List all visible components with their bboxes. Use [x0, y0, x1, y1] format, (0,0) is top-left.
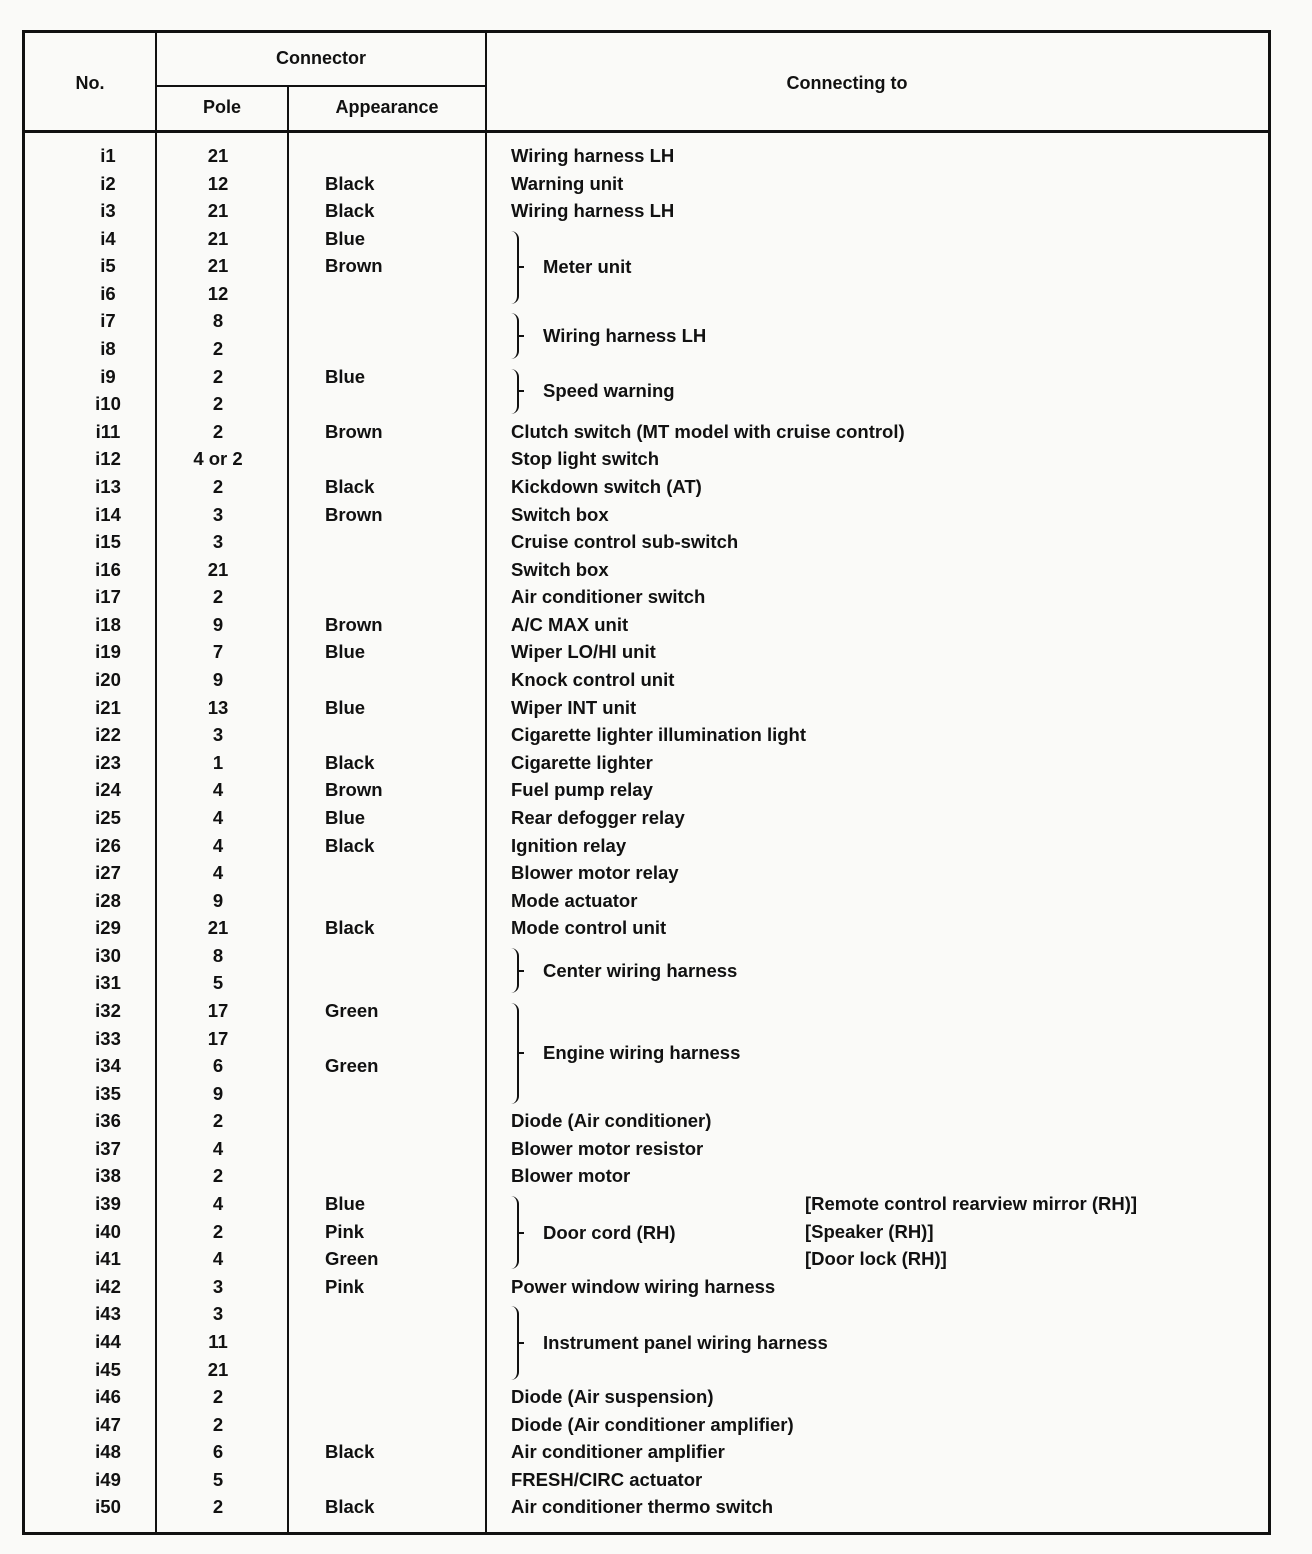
row-no: i41 — [95, 1248, 121, 1270]
row-appearance: Blue — [325, 696, 366, 718]
row-pole: 8 — [212, 944, 224, 966]
row-no: i10 — [95, 393, 121, 415]
row-pole: 2 — [212, 393, 224, 415]
row-pole: 3 — [212, 1303, 224, 1325]
row-pole: 2 — [212, 365, 224, 387]
group-label: Wiring harness LH — [543, 325, 707, 347]
divider-appearance-connecting — [485, 33, 487, 1533]
row-pole: 21 — [207, 145, 229, 166]
row-no: i6 — [100, 282, 116, 304]
row-appearance: Brown — [325, 255, 383, 277]
row-no: i44 — [95, 1330, 121, 1352]
row-connecting-to: Power window wiring harness — [511, 1275, 776, 1297]
row-connecting-to: Rear defogger relay — [511, 806, 685, 828]
row-no: i18 — [95, 613, 121, 635]
row-pole: 21 — [207, 1358, 229, 1380]
group-label: Instrument panel wiring harness — [543, 1331, 828, 1353]
row-connecting-to: Fuel pump relay — [511, 779, 653, 801]
row-connecting-to: A/C MAX unit — [511, 613, 629, 635]
row-connecting-to: Blower motor — [511, 1165, 631, 1187]
row-appearance: Blue — [325, 806, 366, 828]
row-no: i22 — [95, 724, 121, 746]
row-pole: 21 — [207, 917, 229, 939]
group-sub-label: [Speaker (RH)] — [805, 1220, 934, 1242]
row-connecting-to: Cigarette lighter — [511, 751, 653, 773]
row-no: i14 — [95, 503, 121, 525]
group-brace — [511, 1003, 519, 1104]
row-connecting-to: Diode (Air conditioner amplifier) — [511, 1413, 794, 1435]
row-appearance: Blue — [325, 365, 366, 387]
row-no: i8 — [100, 338, 116, 360]
row-connecting-to: Diode (Air conditioner) — [511, 1110, 712, 1132]
row-no: i28 — [95, 889, 121, 911]
group-brace — [511, 231, 519, 304]
row-appearance: Pink — [325, 1220, 365, 1242]
row-connecting-to: Ignition relay — [511, 834, 627, 856]
divider-header-body — [25, 130, 1268, 133]
row-appearance: Green — [325, 1055, 379, 1077]
row-appearance: Brown — [325, 779, 383, 801]
row-no: i20 — [95, 669, 121, 691]
row-no: i47 — [95, 1413, 121, 1435]
row-pole: 2 — [212, 1165, 224, 1187]
row-pole: 12 — [207, 172, 229, 194]
row-no: i48 — [95, 1441, 121, 1463]
row-no: i2 — [100, 172, 116, 194]
row-no: i27 — [95, 862, 121, 884]
group-sub-label: [Remote control rearview mirror (RH)] — [805, 1193, 1138, 1215]
row-connecting-to: Wiring harness LH — [511, 145, 675, 166]
row-connecting-to: Mode control unit — [511, 917, 667, 939]
group-label: Center wiring harness — [543, 959, 738, 981]
row-pole: 9 — [212, 669, 224, 691]
row-connecting-to: Switch box — [511, 558, 609, 580]
row-appearance: Black — [325, 200, 375, 222]
row-no: i39 — [95, 1193, 121, 1215]
group-label: Engine wiring harness — [543, 1042, 741, 1064]
row-appearance: Brown — [325, 613, 383, 635]
row-no: i4 — [100, 227, 116, 249]
row-pole: 2 — [212, 1413, 224, 1435]
row-connecting-to: Clutch switch (MT model with cruise control) — [511, 420, 905, 442]
divider-connector-subheader — [155, 85, 487, 87]
row-appearance: Brown — [325, 503, 383, 525]
row-pole: 21 — [207, 227, 229, 249]
row-connecting-to: Switch box — [511, 503, 609, 525]
row-no: i30 — [95, 944, 121, 966]
row-no: i46 — [95, 1386, 121, 1408]
row-appearance: Black — [325, 917, 375, 939]
row-pole: 2 — [212, 475, 224, 497]
row-connecting-to: Air conditioner amplifier — [511, 1441, 725, 1463]
row-no: i36 — [95, 1110, 121, 1132]
row-pole: 4 — [212, 1193, 224, 1215]
row-pole: 2 — [212, 1110, 224, 1132]
row-no: i26 — [95, 834, 121, 856]
group-brace — [511, 1306, 519, 1379]
group-sub-label: [Door lock (RH)] — [805, 1248, 947, 1270]
row-no: i21 — [95, 696, 121, 718]
row-no: i19 — [95, 641, 121, 663]
row-connecting-to: FRESH/CIRC actuator — [511, 1468, 703, 1490]
row-pole: 11 — [208, 1330, 228, 1352]
header-connecting-to: Connecting to — [786, 73, 908, 93]
row-no: i7 — [100, 310, 116, 332]
row-pole: 6 — [212, 1441, 224, 1463]
row-appearance: Green — [325, 1248, 379, 1270]
row-no: i49 — [95, 1468, 121, 1490]
row-connecting-to: Mode actuator — [511, 889, 638, 911]
row-pole: 2 — [212, 1386, 224, 1408]
row-appearance: Black — [325, 1496, 375, 1518]
row-no: i15 — [95, 531, 121, 553]
row-appearance: Green — [325, 999, 379, 1021]
row-no: i25 — [95, 806, 121, 828]
row-pole: 17 — [207, 999, 229, 1021]
row-no: i1 — [100, 145, 116, 166]
row-pole: 17 — [207, 1027, 229, 1049]
group-brace — [511, 313, 519, 359]
row-no: i32 — [95, 999, 121, 1021]
row-pole: 9 — [212, 1082, 224, 1104]
row-connecting-to: Air conditioner thermo switch — [511, 1496, 774, 1518]
row-no: i43 — [95, 1303, 121, 1325]
row-no: i11 — [95, 420, 121, 442]
row-pole: 9 — [212, 889, 224, 911]
row-no: i33 — [95, 1027, 121, 1049]
row-pole: 5 — [212, 972, 224, 994]
row-appearance: Black — [325, 751, 375, 773]
row-appearance: Black — [325, 1441, 375, 1463]
group-brace — [511, 369, 519, 415]
group-label: Speed warning — [543, 380, 675, 402]
row-no: i3 — [100, 200, 116, 222]
row-pole: 9 — [212, 613, 224, 635]
row-pole: 21 — [207, 558, 229, 580]
row-no: i9 — [100, 365, 116, 387]
row-no: i37 — [95, 1137, 121, 1159]
row-connecting-to: Blower motor relay — [511, 862, 679, 884]
row-pole: 3 — [212, 1275, 224, 1297]
connector-table — [22, 30, 1271, 1535]
row-appearance: Black — [325, 172, 375, 194]
row-connecting-to: Knock control unit — [511, 669, 675, 691]
row-connecting-to: Wiring harness LH — [511, 200, 675, 222]
row-pole: 3 — [212, 724, 224, 746]
row-appearance: Blue — [325, 641, 366, 663]
row-connecting-to: Cruise control sub-switch — [511, 531, 739, 553]
header-pole: Pole — [202, 97, 241, 117]
row-no: i50 — [95, 1496, 121, 1518]
row-appearance: Blue — [325, 227, 366, 249]
row-pole: 2 — [212, 420, 224, 442]
row-appearance: Black — [325, 475, 375, 497]
row-pole: 6 — [212, 1055, 224, 1077]
row-no: i29 — [95, 917, 121, 939]
row-no: i12 — [95, 448, 121, 470]
header-no: No. — [75, 73, 105, 93]
row-pole: 2 — [212, 338, 224, 360]
row-pole: 4 or 2 — [193, 448, 243, 470]
row-connecting-to: Wiper LO/HI unit — [511, 641, 656, 663]
row-no: i35 — [95, 1082, 121, 1104]
row-no: i40 — [95, 1220, 121, 1242]
row-no: i38 — [95, 1165, 121, 1187]
row-pole: 2 — [212, 1220, 224, 1242]
row-pole: 2 — [212, 586, 224, 608]
row-no: i34 — [95, 1055, 121, 1077]
row-appearance: Brown — [325, 420, 383, 442]
row-no: i13 — [95, 475, 121, 497]
row-pole: 4 — [212, 834, 224, 856]
row-connecting-to: Air conditioner switch — [511, 586, 706, 608]
row-pole: 8 — [212, 310, 224, 332]
row-no: i45 — [95, 1358, 121, 1380]
row-pole: 3 — [212, 503, 224, 525]
row-pole: 21 — [207, 255, 229, 277]
row-pole: 4 — [212, 806, 224, 828]
header-connector: Connector — [276, 48, 366, 68]
group-brace — [511, 1196, 519, 1269]
row-no: i42 — [95, 1275, 121, 1297]
row-appearance: Black — [325, 834, 375, 856]
row-no: i17 — [95, 586, 121, 608]
row-connecting-to: Blower motor resistor — [511, 1137, 704, 1159]
row-connecting-to: Stop light switch — [511, 448, 659, 470]
row-appearance: Pink — [325, 1275, 365, 1297]
row-no: i23 — [95, 751, 121, 773]
divider-pole-appearance — [287, 86, 289, 1533]
row-connecting-to: Diode (Air suspension) — [511, 1386, 714, 1408]
row-pole: 5 — [212, 1468, 224, 1490]
row-no: i5 — [100, 255, 116, 277]
row-pole: 12 — [207, 282, 229, 304]
row-no: i16 — [95, 558, 121, 580]
row-appearance: Blue — [325, 1193, 366, 1215]
row-pole: 7 — [212, 641, 224, 663]
row-pole: 4 — [212, 862, 224, 884]
row-no: i31 — [95, 972, 121, 994]
row-pole: 4 — [212, 1137, 224, 1159]
row-pole: 4 — [212, 1248, 224, 1270]
row-pole: 21 — [207, 200, 229, 222]
row-connecting-to: Cigarette lighter illumination light — [511, 724, 806, 746]
row-connecting-to: Warning unit — [511, 172, 624, 194]
row-pole: 4 — [212, 779, 224, 801]
row-pole: 3 — [212, 531, 224, 553]
row-pole: 13 — [207, 696, 229, 718]
group-brace — [511, 948, 519, 994]
row-no: i24 — [95, 779, 121, 801]
row-connecting-to: Wiper INT unit — [511, 696, 637, 718]
row-pole: 1 — [212, 751, 224, 773]
row-pole: 2 — [212, 1496, 224, 1518]
group-label: Door cord (RH) — [543, 1221, 676, 1243]
group-label: Meter unit — [543, 256, 632, 278]
header-appearance: Appearance — [335, 97, 439, 117]
row-connecting-to: Kickdown switch (AT) — [511, 475, 702, 497]
